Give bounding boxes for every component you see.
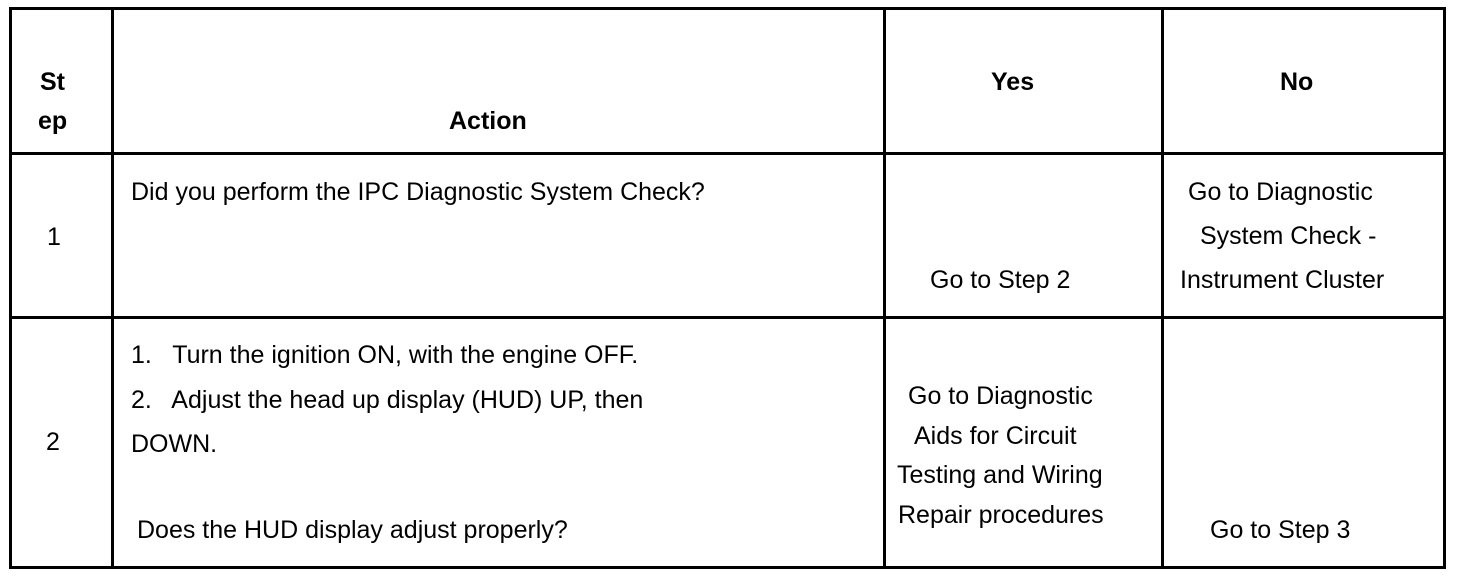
row-divider-1 (9, 316, 1446, 319)
row2-action-item2-cont: DOWN. (131, 430, 218, 458)
row1-yes: Go to Step 2 (930, 266, 1071, 294)
row1-action: Did you perform the IPC Diagnostic System Check? (131, 178, 705, 206)
table-border-right (1443, 7, 1446, 569)
row1-no-line2: System Check - (1200, 222, 1377, 250)
table-border-left (9, 7, 12, 569)
row1-no-line1: Go to Diagnostic (1188, 178, 1373, 206)
row2-yes-line2: Aids for Circuit (914, 422, 1077, 450)
column-divider-yes (1161, 7, 1164, 569)
header-yes: Yes (991, 68, 1035, 96)
column-divider-step (111, 7, 114, 569)
row2-step: 2 (46, 428, 60, 456)
column-divider-action (883, 7, 886, 569)
row-divider-header (9, 152, 1446, 155)
row2-action-item1: 1. Turn the ignition ON, with the engine OFF. (131, 341, 639, 369)
row2-question: Does the HUD display adjust properly? (137, 516, 568, 544)
row1-no-line3: Instrument Cluster (1180, 266, 1385, 294)
header-action: Action (449, 107, 527, 135)
row2-yes-line4: Repair procedures (898, 501, 1104, 529)
row2-no: Go to Step 3 (1210, 516, 1351, 544)
header-no: No (1280, 68, 1314, 96)
header-step-line2: ep (38, 107, 68, 135)
row1-step: 1 (47, 223, 61, 251)
row2-yes-line3: Testing and Wiring (897, 461, 1103, 489)
header-step-line1: St (40, 68, 65, 96)
row2-yes-line1: Go to Diagnostic (908, 382, 1093, 410)
row2-action-item2: 2. Adjust the head up display (HUD) UP, then (131, 386, 644, 414)
